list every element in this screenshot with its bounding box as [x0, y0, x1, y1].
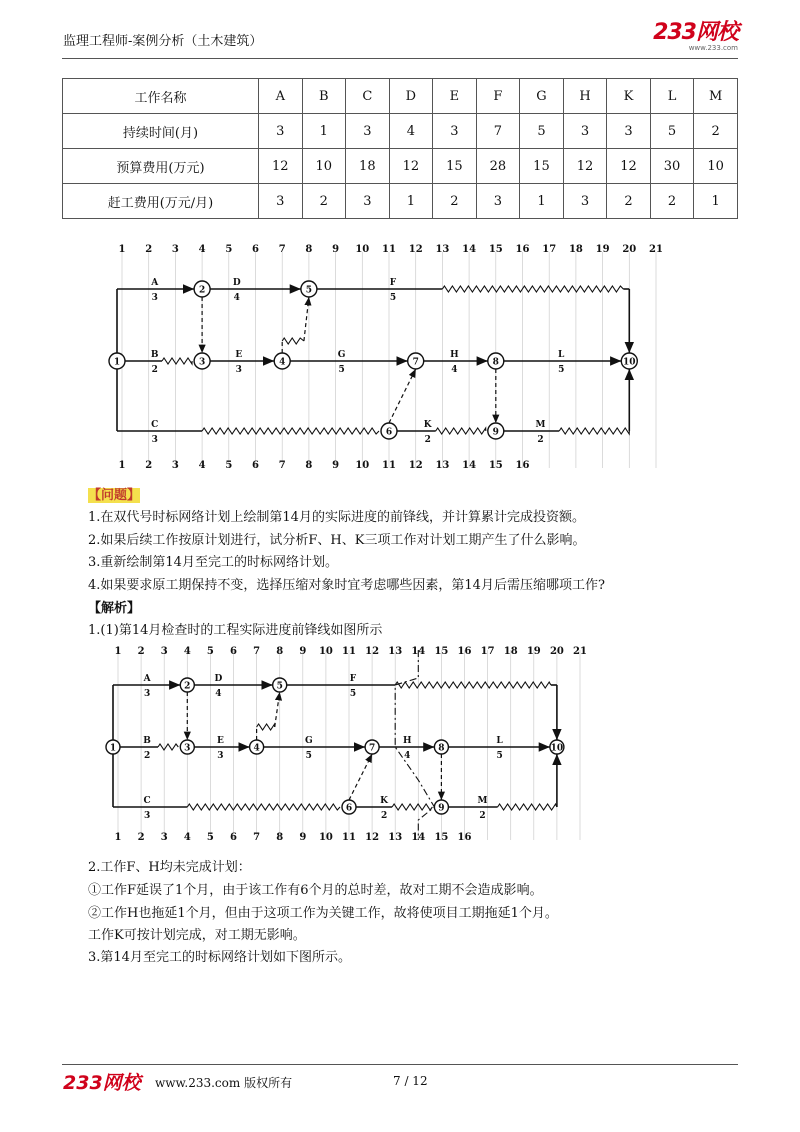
scale-tick: 1 — [114, 646, 122, 657]
activity-label: G — [304, 736, 313, 746]
scale-tick: 7 — [253, 646, 261, 657]
activity-duration: 3 — [151, 435, 158, 445]
scale-tick: 11 — [382, 244, 396, 255]
scale-tick: 12 — [408, 460, 423, 471]
activity-label: A — [143, 674, 151, 684]
work-table — [62, 78, 738, 219]
scale-tick: 12 — [365, 832, 380, 843]
node-label: 7 — [412, 357, 419, 368]
question-heading: 【问题】 — [88, 488, 141, 503]
scale-tick: 9 — [332, 244, 340, 255]
answer-2-3: 工作K可按计划完成，对工期无影响。 — [88, 928, 306, 943]
scale-tick: 13 — [435, 460, 450, 471]
activity-label: H — [402, 736, 412, 746]
free-float — [392, 804, 432, 810]
table-row: 持续时间(月) 3 1 3 4 3 7 5 3 3 5 2 — [63, 114, 738, 149]
activity-duration: 5 — [496, 751, 503, 761]
activity-label: M — [477, 796, 488, 806]
scale-tick: 16 — [515, 244, 530, 255]
activity-label: M — [535, 420, 546, 430]
free-float — [442, 286, 623, 292]
activity-arrow — [389, 369, 416, 423]
activity-label: B — [150, 350, 159, 360]
scale-tick: 3 — [171, 460, 179, 471]
footer-site: www.233.com 版权所有 — [155, 1076, 293, 1090]
activity-arrow — [349, 754, 372, 800]
activity-arrow — [275, 692, 280, 727]
activity-label: D — [232, 278, 241, 288]
node-label: 2 — [184, 681, 191, 692]
scale-tick: 15 — [488, 244, 503, 255]
activity-label: E — [216, 736, 224, 746]
footer-logo: 233网校 — [63, 1072, 141, 1094]
free-float — [257, 724, 275, 730]
answer-2-1: ①工作F延误了1个月，由于该工作有6个月的总时差，故对工期不会造成影响。 — [88, 883, 543, 898]
activity-duration: 3 — [217, 751, 224, 761]
scale-tick: 4 — [198, 244, 206, 255]
node-label: 5 — [305, 285, 313, 296]
scale-tick: 8 — [305, 244, 313, 255]
activity-duration: 2 — [537, 435, 544, 445]
table-row: 预算费用(万元) 12 10 18 12 15 28 15 12 12 30 10 — [63, 149, 738, 184]
node-label: 2 — [198, 285, 206, 296]
scale-tick: 9 — [332, 460, 340, 471]
answer-2: 2.工作F、H均未完成计划： — [88, 860, 251, 875]
question-1: 1.在双代号时标网络计划上绘制第14月的实际进度的前锋线，并计算累计完成投资额。 — [88, 510, 585, 525]
scale-tick: 4 — [183, 832, 191, 843]
doc-title: 监理工程师-案例分析（土木建筑） — [63, 34, 263, 49]
node-label: 3 — [184, 743, 191, 754]
activity-duration: 4 — [215, 689, 222, 699]
node-label: 10 — [623, 357, 636, 368]
activity-label: L — [496, 736, 503, 746]
scale-tick: 2 — [137, 832, 145, 843]
node-label: 7 — [368, 743, 376, 754]
scale-tick: 2 — [145, 460, 153, 471]
activity-arrow — [304, 297, 309, 341]
answer-1: 1.(1)第14月检查时的工程实际进度前锋线如图所示 — [88, 623, 383, 638]
node-label: 4 — [279, 357, 286, 368]
table-row: 赶工费用(万元/月) 3 2 3 1 2 3 1 3 2 2 1 — [63, 184, 738, 219]
scale-tick: 13 — [388, 646, 403, 657]
node-label: 8 — [438, 743, 445, 754]
free-float — [158, 744, 178, 750]
scale-tick: 11 — [342, 646, 356, 657]
node-label: 3 — [198, 357, 206, 368]
scale-tick: 14 — [411, 646, 426, 657]
scale-tick: 10 — [355, 460, 370, 471]
free-float — [162, 358, 192, 364]
activity-duration: 2 — [151, 365, 158, 375]
activity-duration: 2 — [143, 751, 151, 761]
scale-tick: 3 — [160, 646, 168, 657]
scale-tick: 6 — [252, 460, 259, 471]
activity-duration: 3 — [143, 689, 151, 699]
activity-label: F — [389, 278, 397, 288]
answer-2-2: ②工作H也拖延1个月，但由于这项工作为关键工作，故将使项目工期拖延1个月。 — [88, 906, 558, 921]
scale-tick: 6 — [252, 244, 259, 255]
activity-duration: 4 — [233, 293, 240, 303]
scale-tick: 16 — [515, 460, 530, 471]
scale-tick: 2 — [145, 244, 153, 255]
scale-tick: 18 — [568, 244, 583, 255]
footer-divider — [62, 1064, 738, 1065]
activity-duration: 3 — [151, 293, 158, 303]
node-label: 5 — [276, 681, 283, 692]
scale-tick: 11 — [382, 460, 396, 471]
free-float — [436, 428, 486, 434]
scale-tick: 4 — [183, 646, 191, 657]
activity-label: C — [143, 796, 151, 806]
answer-3: 3.第14月至完工的时标网络计划如下图所示。 — [88, 950, 351, 965]
scale-tick: 8 — [276, 832, 284, 843]
activity-label: E — [235, 350, 243, 360]
scale-tick: 12 — [408, 244, 423, 255]
activity-duration: 3 — [235, 365, 242, 375]
node-label: 1 — [113, 357, 121, 368]
scale-tick: 1 — [114, 832, 122, 843]
activity-duration: 2 — [380, 811, 388, 821]
scale-tick: 15 — [488, 460, 503, 471]
activity-label: K — [423, 420, 432, 430]
page-header — [63, 22, 738, 58]
activity-label: H — [450, 350, 459, 360]
free-float — [498, 804, 557, 810]
scale-tick: 1 — [118, 460, 126, 471]
progress-front-line — [395, 650, 434, 840]
scale-tick: 14 — [462, 460, 477, 471]
activity-duration: 2 — [479, 811, 486, 821]
scale-tick: 17 — [480, 646, 495, 657]
page-footer — [63, 1068, 738, 1096]
scale-tick: 11 — [342, 832, 356, 843]
header-divider — [62, 58, 738, 59]
activity-label: L — [558, 350, 565, 360]
network-diagram-1 — [0, 240, 800, 476]
activity-duration: 3 — [143, 811, 151, 821]
scale-tick: 18 — [503, 646, 518, 657]
node-label: 1 — [109, 743, 117, 754]
scale-tick: 20 — [549, 646, 564, 657]
activity-duration: 5 — [389, 293, 397, 303]
node-label: 10 — [550, 743, 564, 754]
network-diagram-2 — [0, 640, 800, 850]
activity-duration: 5 — [338, 365, 345, 375]
activity-label: G — [337, 350, 346, 360]
scale-tick: 3 — [160, 832, 168, 843]
scale-tick: 19 — [526, 646, 541, 657]
scale-tick: 5 — [225, 244, 233, 255]
node-label: 4 — [253, 743, 260, 754]
scale-tick: 6 — [230, 646, 237, 657]
activity-duration: 2 — [424, 435, 431, 445]
activity-duration: 4 — [404, 751, 411, 761]
scale-tick: 4 — [198, 460, 206, 471]
activity-duration: 4 — [451, 365, 458, 375]
scale-tick: 7 — [278, 460, 286, 471]
scale-tick: 5 — [206, 646, 214, 657]
node-label: 6 — [385, 427, 393, 438]
brand-logo: 233网校 www.233.com — [653, 20, 738, 52]
activity-label: A — [151, 278, 159, 288]
node-label: 8 — [492, 357, 499, 368]
activity-duration: 5 — [305, 751, 312, 761]
scale-tick: 9 — [299, 832, 307, 843]
scale-tick: 9 — [299, 646, 307, 657]
scale-tick: 6 — [230, 832, 237, 843]
scale-tick: 17 — [542, 244, 557, 255]
scale-tick: 13 — [388, 832, 403, 843]
scale-tick: 20 — [622, 244, 637, 255]
free-float — [559, 428, 629, 434]
analysis-heading: 【解析】 — [88, 601, 141, 616]
table-row: 工作名称 A B C D E F G H K L M — [63, 79, 738, 114]
question-4: 4.如果要求原工期保持不变，选择压缩对象时宜考虑哪些因素，第14月后需压缩哪项工作? — [88, 578, 605, 593]
activity-duration: 5 — [349, 689, 357, 699]
scale-tick: 15 — [434, 646, 449, 657]
scale-tick: 5 — [206, 832, 214, 843]
scale-tick: 16 — [457, 646, 472, 657]
scale-tick: 5 — [225, 460, 233, 471]
activity-label: C — [151, 420, 159, 430]
scale-tick: 10 — [318, 646, 333, 657]
scale-tick: 1 — [118, 244, 126, 255]
node-label: 9 — [438, 803, 445, 814]
scale-tick: 2 — [137, 646, 145, 657]
scale-tick: 10 — [318, 832, 333, 843]
scale-tick: 10 — [355, 244, 370, 255]
scale-tick: 7 — [278, 244, 286, 255]
scale-tick: 14 — [411, 832, 426, 843]
scale-tick: 16 — [457, 832, 472, 843]
scale-tick: 8 — [276, 646, 284, 657]
question-3: 3.重新绘制第14月至完工的时标网络计划。 — [88, 555, 338, 570]
page-number: 7 / 12 — [393, 1074, 428, 1088]
scale-tick: 14 — [462, 244, 477, 255]
scale-tick: 15 — [434, 832, 449, 843]
activity-label: B — [143, 736, 151, 746]
node-label: 9 — [492, 427, 499, 438]
scale-tick: 12 — [365, 646, 380, 657]
activity-label: D — [214, 674, 223, 684]
scale-tick: 19 — [595, 244, 610, 255]
scale-tick: 7 — [253, 832, 261, 843]
scale-tick: 21 — [573, 646, 587, 657]
scale-tick: 3 — [171, 244, 179, 255]
scale-tick: 13 — [435, 244, 450, 255]
activity-duration: 5 — [558, 365, 565, 375]
free-float — [282, 338, 304, 344]
question-2: 2.如果后续工作按原计划进行，试分析F、H、K三项工作对计划工期产生了什么影响。 — [88, 533, 586, 548]
scale-tick: 8 — [305, 460, 313, 471]
activity-label: K — [380, 796, 389, 806]
node-label: 6 — [345, 803, 353, 814]
activity-label: F — [349, 674, 357, 684]
scale-tick: 21 — [649, 244, 663, 255]
